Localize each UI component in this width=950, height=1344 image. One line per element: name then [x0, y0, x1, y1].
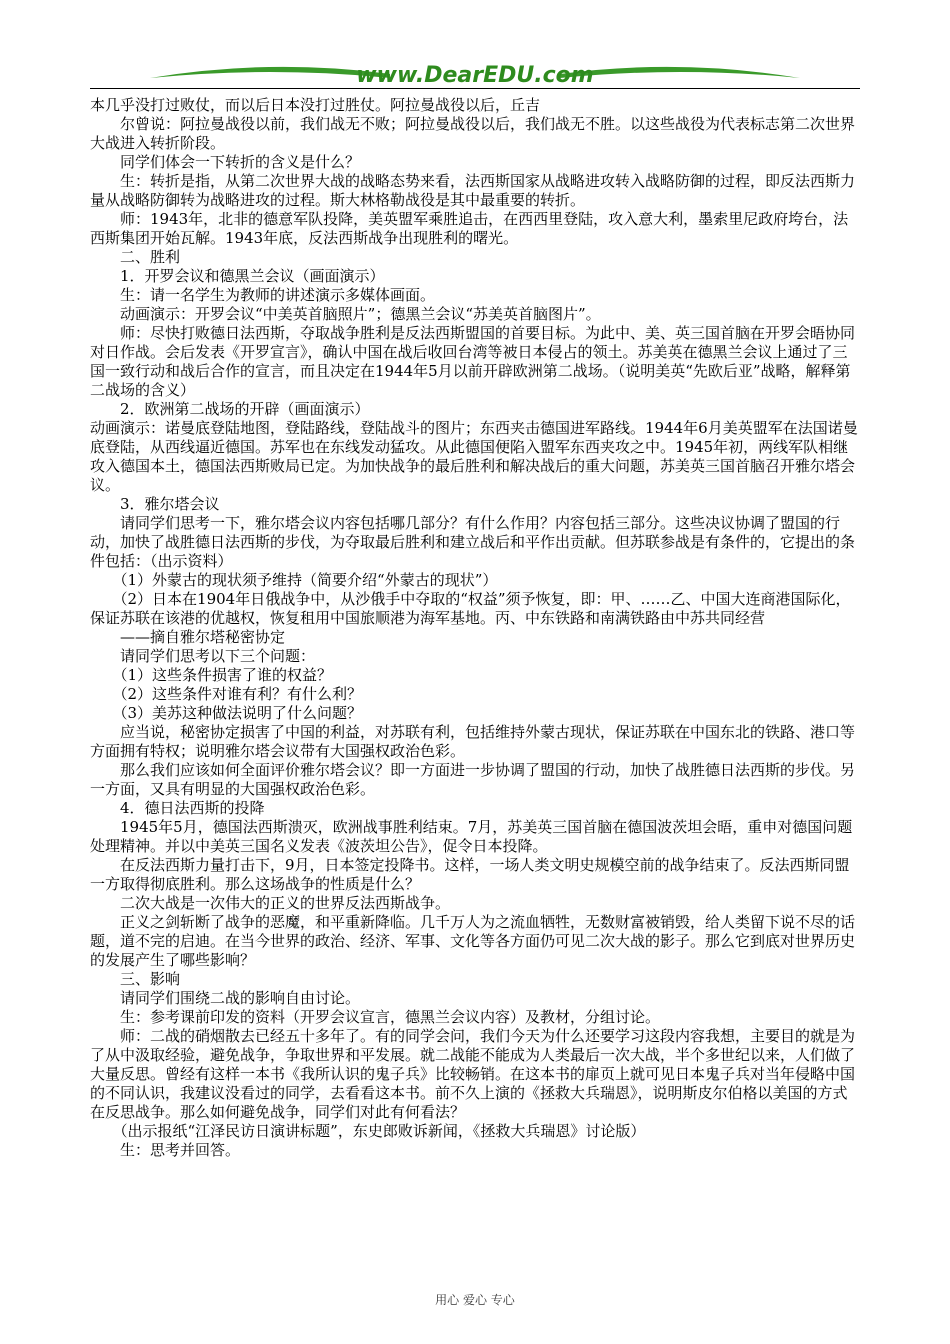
site-header-banner — [90, 52, 860, 92]
paragraph: （1）外蒙古的现状须予维持（简要介绍“外蒙古的现状”） — [90, 571, 498, 589]
paragraph: 生：转折是指，从第二次世界大战的战略态势来看，法西斯国家从战略进攻转入战略防御的过程，即反法西斯力量从战略防御转为战略进攻的过程。斯大林格勒战役是其中最重要的转折。 — [90, 172, 856, 209]
paragraph: 在反法西斯力量打击下，9月，日本签定投降书。这样，一场人类文明史规模空前的战争结束了。反法西斯同盟一方取得彻底胜利。那么这场战争的性质是什么？ — [90, 856, 850, 893]
paragraph: （1）这些条件损害了谁的权益？ — [90, 666, 333, 684]
header-divider — [90, 88, 860, 89]
paragraph: 1．开罗会议和德黑兰会议（画面演示） — [90, 267, 385, 285]
paragraph: 生：请一名学生为教师的讲述演示多媒体画面。 — [90, 286, 436, 304]
paragraph: 二次大战是一次伟大的正义的世界反法西斯战争。 — [90, 894, 451, 912]
paragraph: 尔曾说：阿拉曼战役以前，我们战无不败；阿拉曼战役以后，我们战无不胜。以这些战役为代表标志第二次世界大战进入转折阶段。 — [90, 115, 856, 152]
paragraph: 2．欧洲第二战场的开辟（画面演示） — [90, 400, 370, 418]
paragraph: 动画演示：开罗会议“中美英首脑照片”；德黑兰会议“苏美英首脑图片”。 — [90, 305, 601, 323]
paragraph: 生：思考并回答。 — [90, 1141, 241, 1159]
paragraph: ——摘自雅尔塔秘密协定 — [90, 628, 286, 646]
swoosh-logo-icon — [90, 52, 860, 92]
paragraph: 同学们体会一下转折的含义是什么？ — [90, 153, 361, 171]
paragraph: 3．雅尔塔会议 — [90, 495, 220, 513]
paragraph: 正义之剑斩断了战争的恶魔，和平重新降临。几千万人为之流血牺牲，无数财富被销毁，给人类留下说不尽的话题，道不完的启迪。在当今世界的政治、经济、军事、文化等各方面仍可见二次大战的影子。那么它到底对世界历史的发展产生了哪些影响？ — [90, 913, 856, 969]
paragraph: 应当说，秘密协定损害了中国的利益，对苏联有利，包括维持外蒙古现状，保证苏联在中国东北的铁路、港口等方面拥有特权；说明雅尔塔会议带有大国强权政治色彩。 — [90, 723, 856, 760]
paragraph: 4．德日法西斯的投降 — [90, 799, 265, 817]
paragraph: 本几乎没打过败仗，而以后日本没打过胜仗。阿拉曼战役以后，丘吉 — [90, 96, 541, 114]
paragraph: 那么我们应该如何全面评价雅尔塔会议？即一方面进一步协调了盟国的行动，加快了战胜德日法西斯的步伐。另一方面，又具有明显的大国强权政治色彩。 — [90, 761, 856, 798]
paragraph: 动画演示：诺曼底登陆地图，登陆路线，登陆战斗的图片；东西夹击德国进军路线。1944年6月美英盟军在法国诺曼底登陆，从西线逼近德国。苏军也在东线发动猛攻。从此德国便陷入盟军东西夹攻之中。1945年初，两线军队相继攻入德国本土，德国法西斯败局已定。为加快战争的最后胜利和解决战后的重大问题，苏美英三国首脑召开雅尔塔会议。 — [90, 419, 858, 494]
paragraph: 师：1943年，北非的德意军队投降，美英盟军乘胜追击，在西西里登陆，攻入意大利，墨索里尼政府垮台，法西斯集团开始瓦解。1943年底，反法西斯战争出现胜利的曙光。 — [90, 210, 849, 247]
paragraph: （2）日本在1904年日俄战争中，从沙俄手中夺取的“权益”须予恢复，即：甲、……乙、中国大连商港国际化，保证苏联在该港的优越权，恢复租用中国旅顺港为海军基地。丙、中东铁路和南满铁路由中苏共同经营 — [90, 590, 851, 627]
paragraph: （3）美苏这种做法说明了什么问题？ — [90, 704, 363, 722]
document-body — [90, 96, 860, 1160]
paragraph: 三、影响 — [90, 970, 181, 988]
paragraph: 请同学们思考一下，雅尔塔会议内容包括哪几部分？有什么作用？内容包括三部分。这些决议协调了盟国的行动，加快了战胜德日法西斯的步伐，为夺取最后胜利和建立战后和平作出贡献。但苏联参战是有条件的，它提出的条件包括：（出示资料） — [90, 514, 856, 570]
paragraph: （出示报纸“江泽民访日演讲标题”，东史郎败诉新闻，《拯救大兵瑞恩》讨论版） — [90, 1122, 646, 1140]
page-footer: 用心 爱心 专心 — [435, 1293, 515, 1307]
paragraph: 师：二战的硝烟散去已经五十多年了。有的同学会问，我们今天为什么还要学习这段内容我想，主要目的就是为了从中汲取经验，避免战争，争取世界和平发展。就二战能不能成为人类最后一次大战，半个多世纪以来，人们做了大量反思。曾经有这样一本书《我所认识的鬼子兵》比较畅销。在这本书的扉页上就可见日本鬼子兵对当年侵略中国的不同认识，我建议没看过的同学，去看看这本书。前不久上演的《拯救大兵瑞恩》，说明斯皮尔伯格以美国的方式在反思战争。那么如何避免战争，同学们对此有何看法？ — [90, 1027, 856, 1121]
paragraph: 生：参考课前印发的资料（开罗会议宣言，德黑兰会议内容）及教材，分组讨论。 — [90, 1008, 661, 1026]
paragraph: 师：尽快打败德日法西斯，夺取战争胜利是反法西斯盟国的首要目标。为此中、美、英三国首脑在开罗会晤协同对日作战。会后发表《开罗宣言》，确认中国在战后收回台湾等被日本侵占的领土。苏美英在德黑兰会议上通过了三国一致行动和战后合作的宣言，而且决定在1944年5月以前开辟欧洲第二战场。（说明美英“先欧后亚”战略，解释第二战场的含义） — [90, 324, 856, 399]
logo-text: www.DearEDU.com — [356, 63, 594, 88]
paragraph: 请同学们思考以下三个问题： — [90, 647, 316, 665]
paragraph: 1945年5月，德国法西斯溃灭，欧洲战事胜利结束。7月，苏美英三国首脑在德国波茨坦会晤，重申对德国问题处理精神。并以中美英三国名义发表《波茨坦公告》，促令日本投降。 — [90, 818, 853, 855]
paragraph: 请同学们围绕二战的影响自由讨论。 — [90, 989, 361, 1007]
paragraph: 二、胜利 — [90, 248, 181, 266]
paragraph: （2）这些条件对谁有利？有什么利？ — [90, 685, 363, 703]
